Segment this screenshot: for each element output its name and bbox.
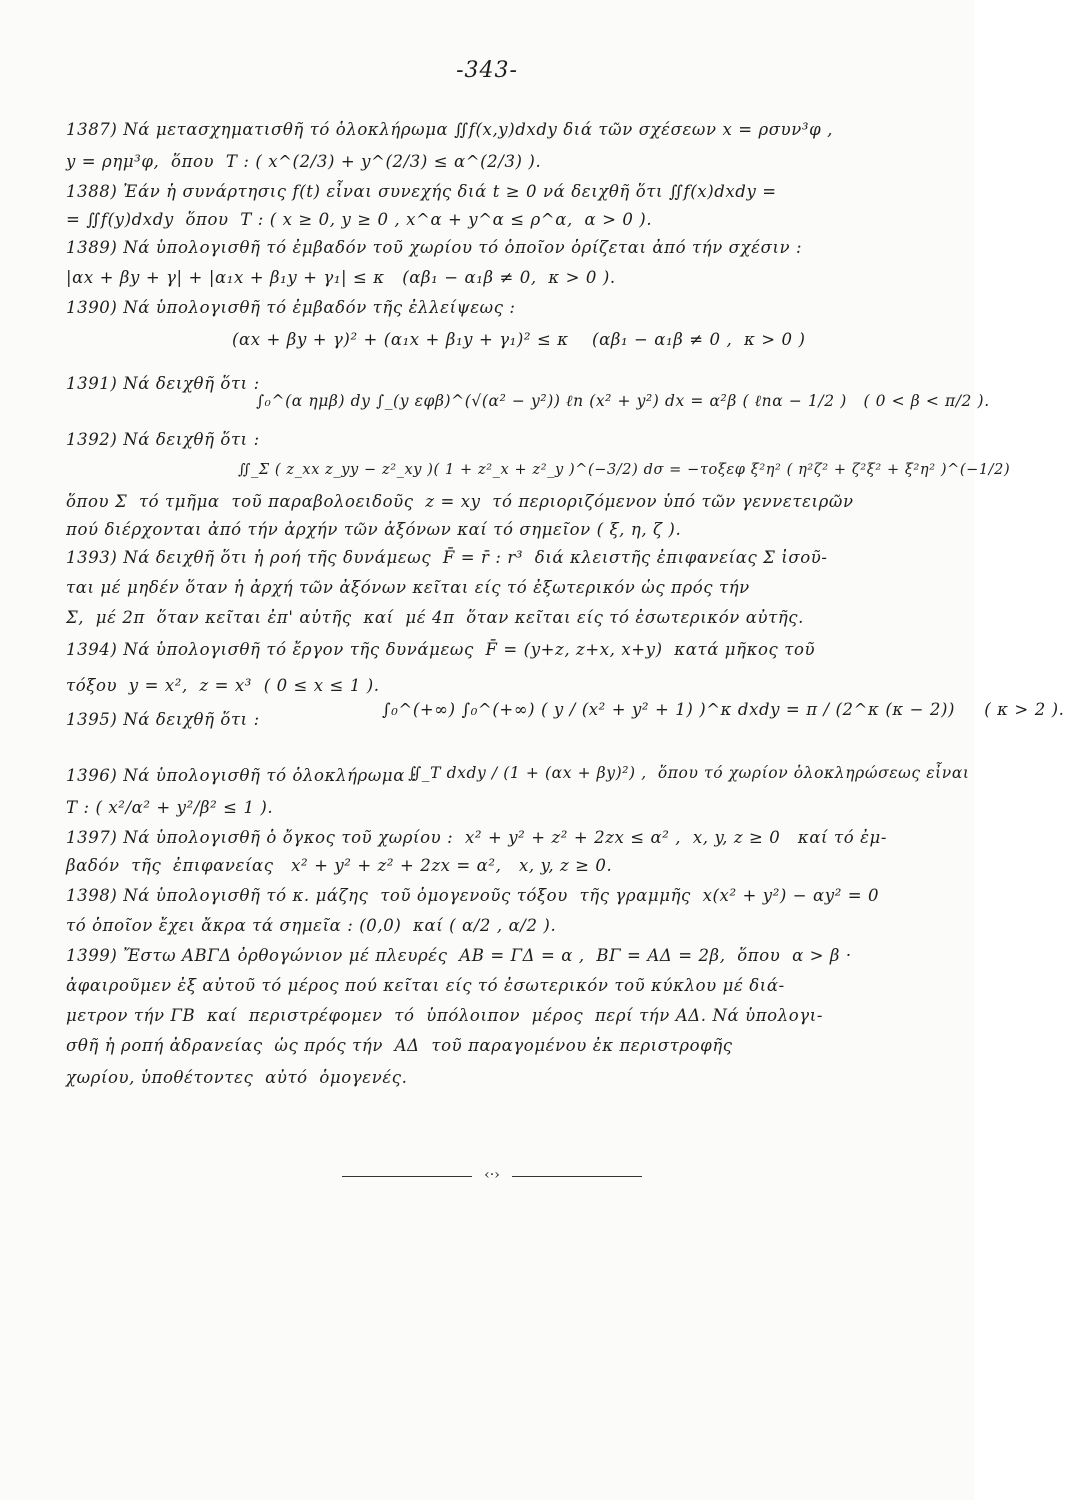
text-line: 1391) Νά δειχθῆ ὅτι :	[66, 374, 260, 393]
text-line: = ∬f(y)dxdy ὅπου T : ( x ≥ 0, y ≥ 0 , x^α + y^α ≤ ρ^α, α > 0 ).	[66, 210, 653, 229]
text-line: Σ, μέ 2π ὅταν κεῖται ἐπ' αὐτῆς καί μέ 4π ὅταν κεῖται είς τό ἐσωτερικόν αὐτῆς.	[66, 608, 804, 627]
formula: ∬_T dxdy / (1 + (αx + βy)²) , ὅπου τό χωρίον ὁλοκληρώσεως εἶναι	[408, 764, 970, 782]
text-line: ἀφαιροῦμεν ἐξ αὐτοῦ τό μέρος πού κεῖται είς τό ἐσωτερικόν τοῦ κύκλου μέ διά-	[66, 976, 785, 995]
text-line: 1397) Νά ὑπολογισθῆ ὁ ὄγκος τοῦ χωρίου : x² + y² + z² + 2zx ≤ α² , x, y, z ≥ 0 καί τό ἐμ-	[66, 828, 888, 847]
text-line: τόξου y = x², z = x³ ( 0 ≤ x ≤ 1 ).	[66, 676, 380, 695]
text-line: πού διέρχονται ἀπό τήν ἀρχήν τῶν ἀξόνων καί τό σημεῖον ( ξ, η, ζ ).	[66, 520, 682, 539]
text-line: μετρον τήν ΓΒ καί περιστρέφομεν τό ὑπόλοιπον μέρος περί τήν ΑΔ. Νά ὑπολογι-	[66, 1006, 824, 1025]
text-line: 1393) Νά δειχθῆ ὅτι ἡ ροή τῆς δυνάμεως F̄ = r̄ : r³ διά κλειστῆς ἐπιφανείας Σ ἰσοῦ-	[66, 548, 828, 567]
formula: (αx + βy + γ)² + (α₁x + β₁y + γ₁)² ≤ κ (αβ₁ − α₁β ≠ 0 , κ > 0 )	[232, 330, 806, 349]
text-line: |αx + βy + γ| + |α₁x + β₁y + γ₁| ≤ κ (αβ₁ − α₁β ≠ 0, κ > 0 ).	[66, 268, 616, 287]
text-line: τό ὁποῖον ἔχει ἄκρα τά σημεῖα : (0,0) καί ( α/2 , α/2 ).	[66, 916, 557, 935]
text-line: T : ( x²/α² + y²/β² ≤ 1 ).	[66, 798, 274, 817]
text-line: ὅπου Σ τό τμῆμα τοῦ παραβολοειδοῦς z = xy τό περιοριζόμενον ὑπό τῶν γεννετειρῶν	[66, 492, 854, 511]
text-line: 1396) Νά ὑπολογισθῆ τό ὁλοκλήρωμα :	[66, 766, 417, 785]
text-line: 1399) Ἔστω ΑΒΓΔ ὀρθογώνιον μέ πλευρές ΑΒ = ΓΔ = α , ΒΓ = ΑΔ = 2β, ὅπου α > β ·	[66, 946, 852, 965]
text-line: 1394) Νά ὑπολογισθῆ τό ἔργον τῆς δυνάμεως F̄ = (y+z, z+x, x+y) κατά μῆκος τοῦ	[66, 640, 816, 659]
text-line: 1389) Νά ὑπολογισθῆ τό ἐμβαδόν τοῦ χωρίου τό ὁποῖον ὁρίζεται ἀπό τήν σχέσιν :	[66, 238, 803, 257]
formula: ∫₀^(α ημβ) dy ∫_(y εφβ)^(√(α² − y²)) ℓn (x² + y²) dx = α²β ( ℓnα − 1/2 ) ( 0 < β < π/2 ).	[256, 392, 990, 410]
text-line: 1387) Νά μετασχηματισθῆ τό ὁλοκλήρωμα ∬f(x,y)dxdy διά τῶν σχέσεων x = ρσυν³φ ,	[66, 120, 833, 139]
text-line: 1390) Νά ὑπολογισθῆ τό ἐμβαδόν τῆς ἐλλείψεως :	[66, 298, 516, 317]
text-line: 1398) Νά ὑπολογισθῆ τό κ. μάζης τοῦ ὁμογενοῦς τόξου τῆς γραμμῆς x(x² + y²) − αy² = 0	[66, 886, 880, 905]
divider-ornament: ‹·›	[484, 1167, 500, 1183]
text-line: ται μέ μηδέν ὅταν ἡ ἀρχή τῶν ἀξόνων κεῖται είς τό ἐξωτερικόν ὡς πρός τήν	[66, 578, 750, 597]
page-number: -343-	[456, 58, 518, 83]
text-line: 1388) Ἐάν ἡ συνάρτησις f(t) εἶναι συνεχής διά t ≥ 0 νά δειχθῆ ὅτι ∬f(x)dxdy =	[66, 182, 777, 201]
text-line: χωρίου, ὑποθέτοντες αὐτό ὁμογενές.	[66, 1068, 408, 1087]
divider-rule	[512, 1176, 642, 1177]
text-line: 1395) Νά δειχθῆ ὅτι :	[66, 710, 260, 729]
text-line: βαδόν τῆς ἐπιφανείας x² + y² + z² + 2zx = α², x, y, z ≥ 0.	[66, 856, 613, 875]
divider-rule	[342, 1176, 472, 1177]
section-divider	[342, 1167, 642, 1184]
text-line: y = ρημ³φ, ὅπου T : ( x^(2/3) + y^(2/3) ≤ α^(2/3) ).	[66, 152, 542, 171]
formula: ∫₀^(+∞) ∫₀^(+∞) ( y / (x² + y² + 1) )^κ dxdy = π / (2^κ (κ − 2)) ( κ > 2 ).	[382, 700, 1065, 719]
text-line: 1392) Νά δειχθῆ ὅτι :	[66, 430, 260, 449]
text-line: σθῆ ἡ ροπή ἀδρανείας ὡς πρός τήν ΑΔ τοῦ παραγομένου ἐκ περιστροφῆς	[66, 1036, 733, 1055]
formula: ∬_Σ ( z_xx z_yy − z²_xy )( 1 + z²_x + z²_y )^(−3/2) dσ = −τοξεφ ξ²η² ( η²ζ² + ζ²ξ² + ξ²η² )^(−1/2)	[238, 462, 1011, 478]
